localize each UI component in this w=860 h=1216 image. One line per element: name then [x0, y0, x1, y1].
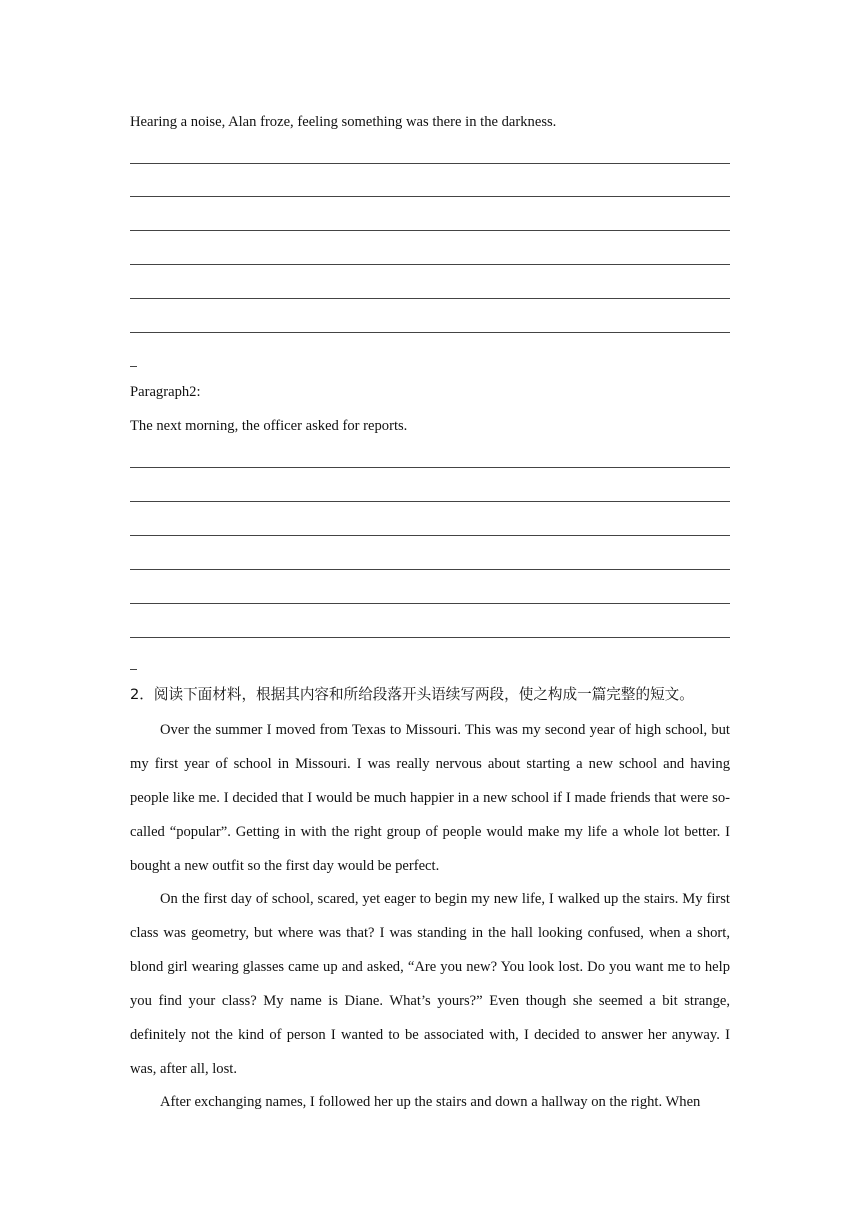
answer-line-tail	[130, 366, 137, 367]
story-paragraph: After exchanging names, I followed her up the stairs and down a hallway on the right. When	[160, 1094, 701, 1110]
story-paragraph: Over the summer I moved from Texas to Missouri. This was my second year of high school, but my first year of school in Missouri. I was really nervous about starting a new school and having people like me. I decided that I would be much happier in a new school if I made friends that were so-called “popular”. Getting in with the right group of people would make my life a whole lot better. I bought a new outfit so the first day would be perfect.	[130, 722, 730, 874]
story-paragraph: On the first day of school, scared, yet eager to begin my new life, I walked up the stairs. My first class was geometry, but where was that? I was standing in the hall looking confused, when a short, blond girl wearing glasses came up and asked, “Are you new? You look lost. Do you want me to help you find your class? My name is Diane. What’s yours?” Even though she seemed a bit strange, definitely not the kind of person I wanted to be associated with, I decided to answer her anyway. I was, after all, lost.	[130, 891, 730, 1077]
answer-line	[130, 637, 730, 638]
opening-sentence: Hearing a noise, Alan froze, feeling something was there in the darkness.	[130, 114, 557, 130]
answer-line	[130, 196, 730, 197]
document-page	[130, 0, 730, 1216]
answer-line-tail	[130, 669, 137, 670]
paragraph2-label: Paragraph2:	[130, 384, 201, 400]
answer-line	[130, 501, 730, 502]
answer-line	[130, 467, 730, 468]
answer-line	[130, 332, 730, 333]
answer-line	[130, 298, 730, 299]
answer-line	[130, 163, 730, 164]
answer-line	[130, 230, 730, 231]
paragraph2-opening: The next morning, the officer asked for reports.	[130, 418, 408, 434]
answer-line	[130, 264, 730, 265]
answer-line	[130, 603, 730, 604]
answer-line	[130, 535, 730, 536]
answer-line	[130, 569, 730, 570]
question-2-heading: 2．阅读下面材料，根据其内容和所给段落开头语续写两段，使之构成一篇完整的短文。	[130, 686, 694, 703]
